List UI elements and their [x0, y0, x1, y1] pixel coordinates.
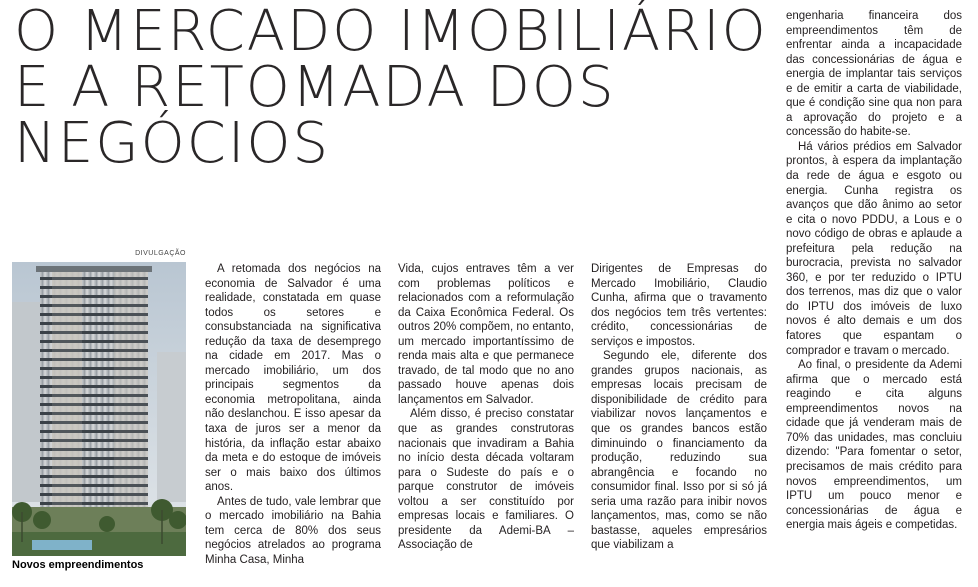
building-photo [12, 262, 186, 556]
article-column-2 [398, 262, 574, 553]
paragraph: engenharia financeira dos empreendimentos têm de enfrentar ainda a incapacidade das concessionárias de água e energia de implantar tais serviços e de emitir a carta de viabilidade, que é condição sine qua non para a aprovação do projeto e a concessão do habite-se. [786, 10, 962, 139]
headline-line-1: O MERCADO IMOBILIÁRIO [14, 0, 768, 64]
paragraph: Além disso, é preciso constatar que as grandes construtoras nacionais que invadiram a Bahia no início desta década voltaram para o Sudeste do país e o parque construtor de imóveis voltou a ser constituído por empresas locais e familiares. O presidente da Ademi-BA – Associação de [398, 408, 574, 552]
paragraph: Vida, cujos entraves têm a ver com problemas políticos e relacionados com a reformulação da Caixa Econômica Federal. Os outros 20% compõem, no entanto, um mercado importantíssimo de renda mais alta e que permanece travado, de tal modo que no ano passado houve apenas dois lançamentos em Salvador. [398, 263, 574, 406]
headline-line-3: NEGÓCIOS [14, 111, 330, 176]
article-column-4 [786, 9, 962, 533]
photo-credit: DIVULGAÇÃO [135, 250, 186, 257]
paragraph: Há vários prédios em Salvador prontos, à espera da implantação da rede de água e esgoto ou energia. Cunha registra os avanços que dão ânimo ao setor e cita o novo PDDU, a Lous e o novo código de obras e aplaude a prefeitura pela redução na burocracia, prevista no salvador 360, e por ter reduzido o IPTU dos terrenos, mas diz que o valor do IPTU dos imóveis de luxo novos é alto demais e um dos fatores que espantam o comprador e travam o mercado. [786, 140, 962, 357]
paragraph: Dirigentes de Empresas do Mercado Imobiliário, Claudio Cunha, afirma que o travamento dos negócios tem três vertentes: crédito, concessionárias de serviços e impostos. [591, 263, 767, 348]
paragraph: A retomada dos negócios na economia de Salvador é uma realidade, constatada em quase todos os setores e consubstanciada na significativa redução da taxa de desemprego na cidade em 2017. Mas o mercado imobiliário, um dos principais segmentos da economia metropolitana, ainda não deslanchou. E isso apesar da taxa de juros ser a menor da história, da inflação estar abaixo da meta e do estoque de imóveis ser o mais baixo dos últimos anos. [205, 263, 381, 494]
paragraph: Ao final, o presidente da Ademi afirma que o mercado está reagindo e cita alguns empreendimentos novos na cidade que já venderam mais de 70% das unidades, mas concluiu dizendo: "Para fomentar o setor, precisamos de mais crédito para novos empreendimentos, um IPTU um pouco menor e concessionárias de água e energia mais ágeis e competidas. [786, 359, 962, 532]
article-headline [14, 0, 774, 176]
paragraph: Segundo ele, diferente dos grandes grupos nacionais, as empresas locais precisam de disponibilidade de crédito para viabilizar novos lançamentos e que os grandes bancos estão diminuindo o financiamento da produção, reduzindo sua abrangência e focando no consumidor final. Isso por si só já seria uma razão para inibir novos lançamentos, mas, como se não bastasse, aqueles empresários que viabilizam a [591, 350, 767, 552]
building-illustration [12, 262, 186, 556]
paragraph: Antes de tudo, vale lembrar que o mercado imobiliário na Bahia tem cerca de 80% dos seus negócios atrelados ao programa Minha Casa, Minha [205, 495, 381, 566]
article-column-3 [591, 262, 767, 553]
article-column-1 [205, 262, 381, 567]
headline-line-2: E A RETOMADA DOS [14, 55, 616, 120]
photo-caption: Novos empreendimentos [12, 559, 144, 571]
